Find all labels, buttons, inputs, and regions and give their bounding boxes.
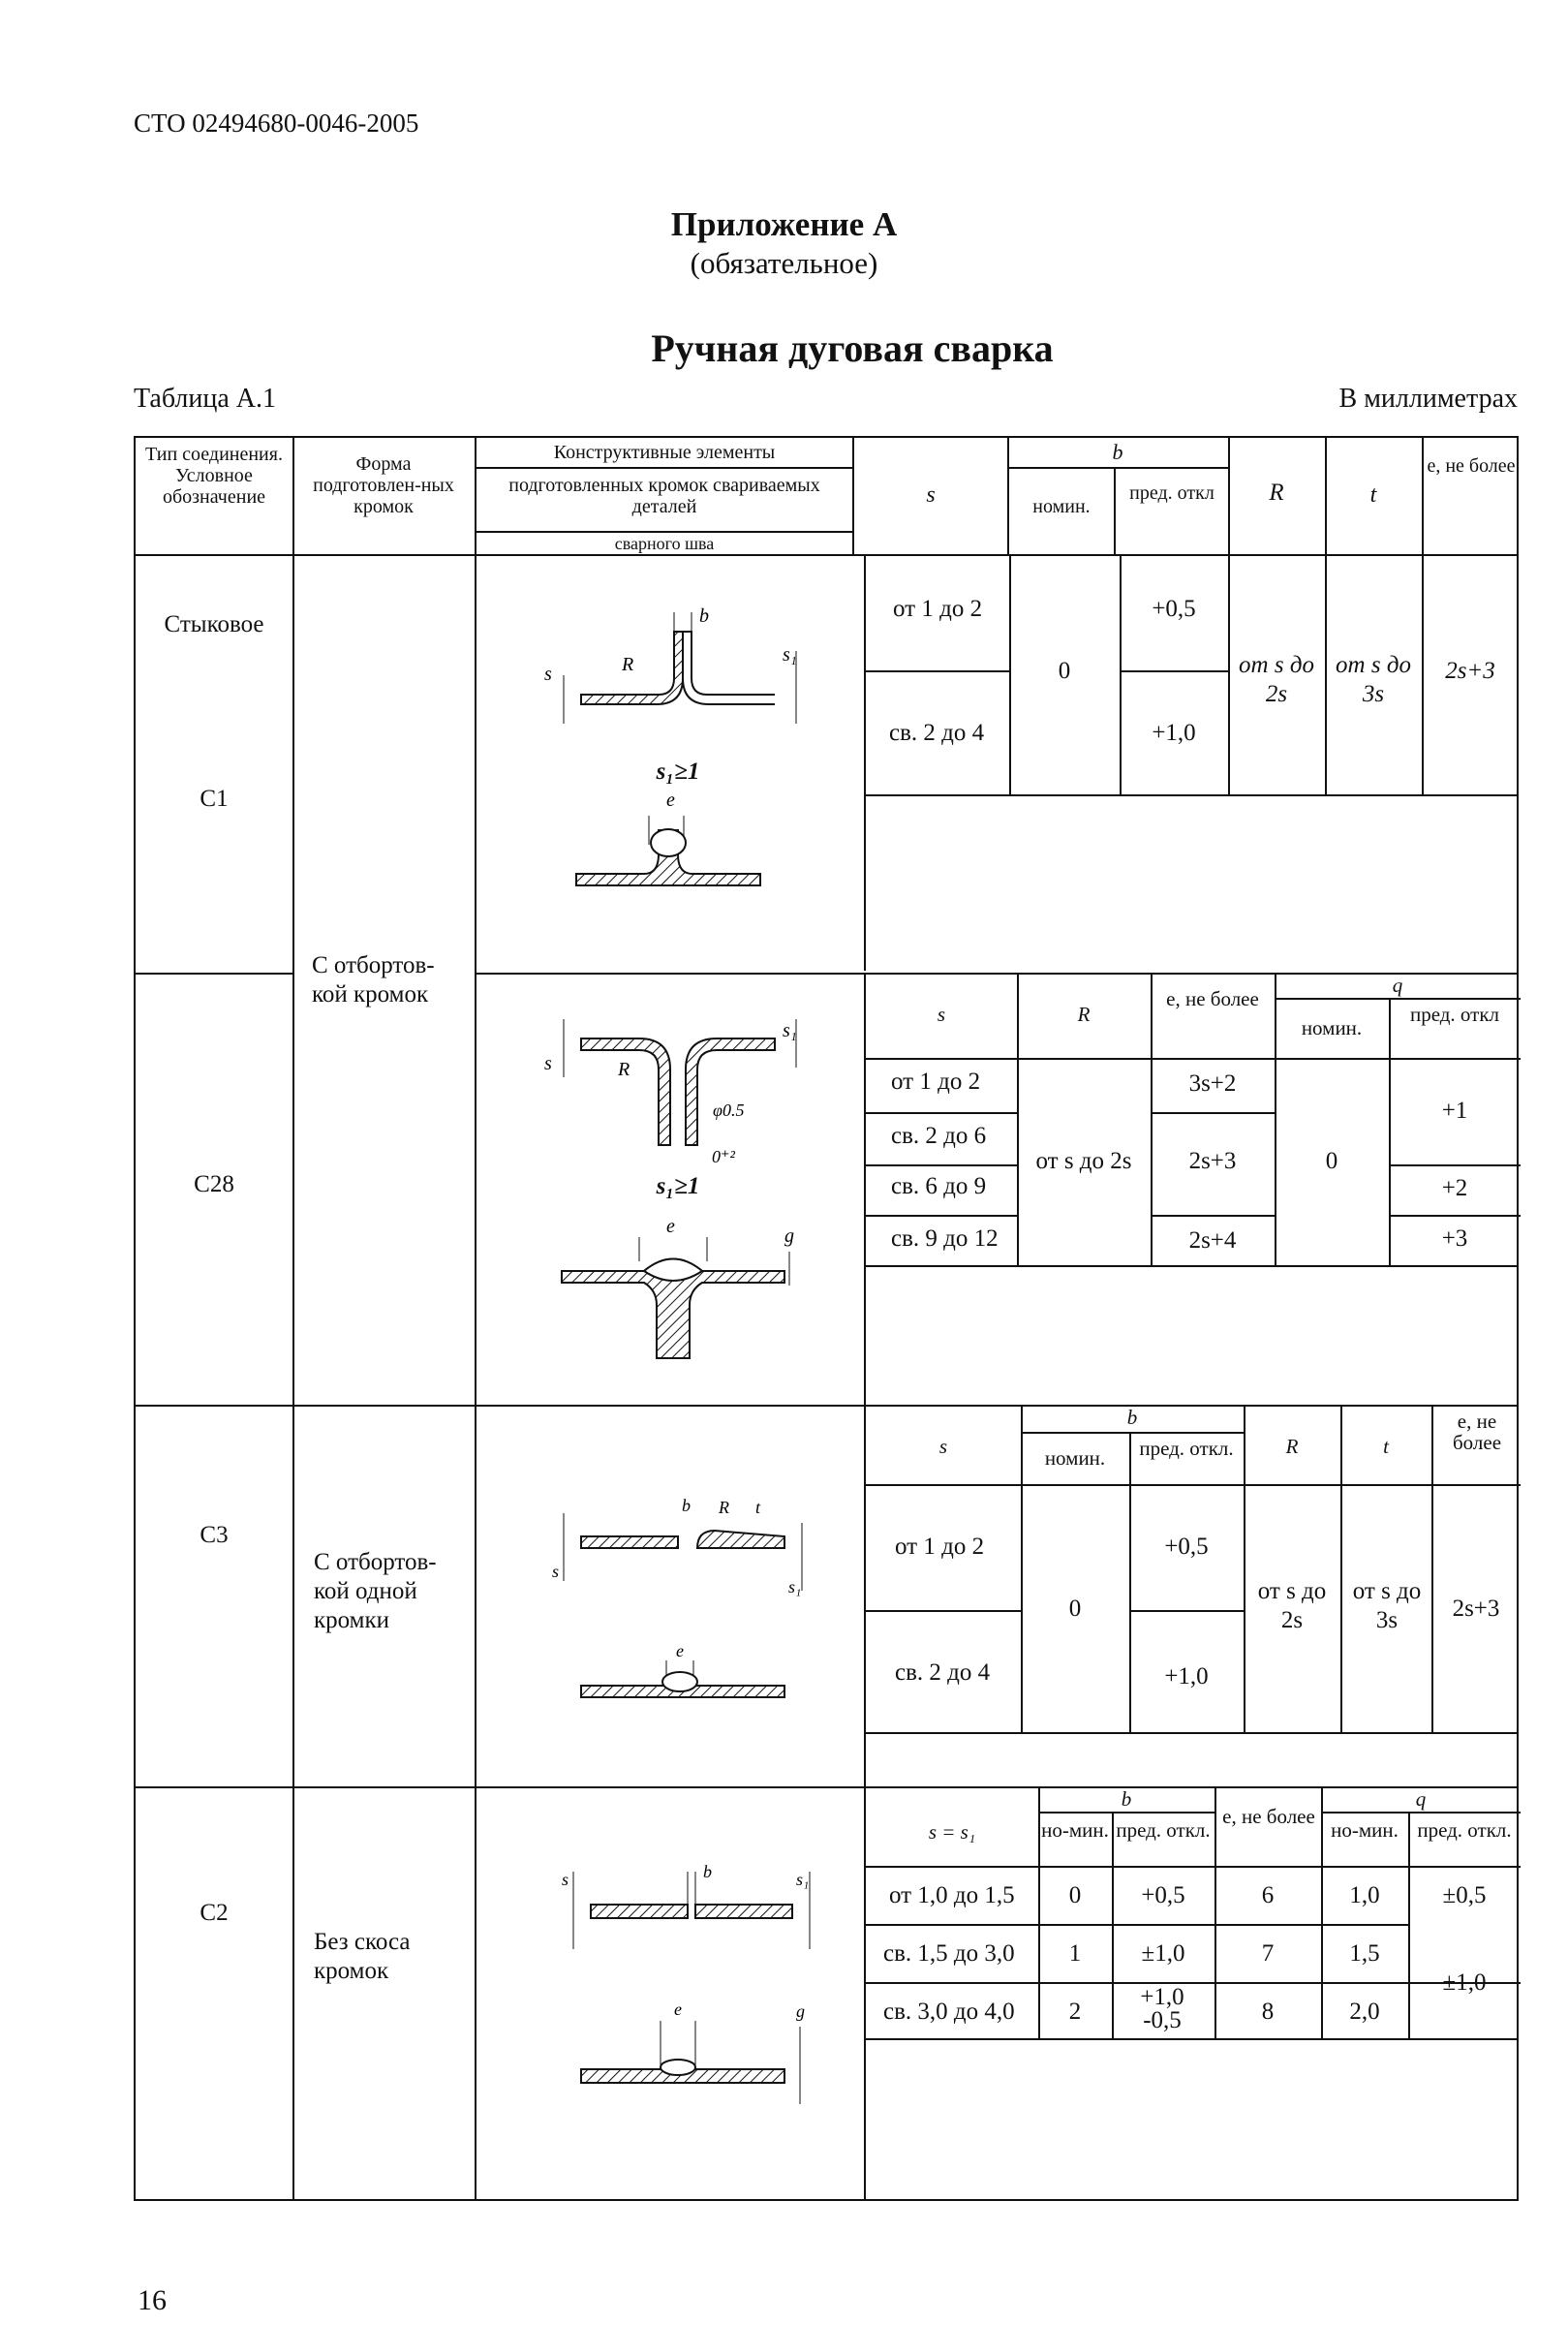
c2-q-dev-1: ±0,5 xyxy=(1442,1882,1487,1908)
c2-h-e: e, не более xyxy=(1222,1805,1315,1828)
c2-q-dev-2: ±1,0 xyxy=(1442,1969,1487,1996)
c2-b-3: 2 xyxy=(1068,1999,1082,2025)
c1-s1-label: s₁≥1 xyxy=(656,759,700,785)
c2-weld-drawing xyxy=(571,1998,823,2114)
header-e: e, не более xyxy=(1427,455,1516,477)
c3-b-dev-2: +1,0 xyxy=(1164,1663,1209,1690)
c2-h-s: s = s₁ xyxy=(928,1820,976,1844)
c28-h-R: R xyxy=(1077,1003,1091,1026)
header-form: Форма подготовлен-ных кромок xyxy=(313,453,454,517)
svg-text:R: R xyxy=(719,1498,729,1517)
table-number: Таблица А.1 xyxy=(134,384,276,414)
svg-text:b: b xyxy=(699,605,709,627)
c28-q-nom: 0 xyxy=(1325,1148,1338,1174)
c28-edge-prep-drawing xyxy=(542,1009,814,1174)
header-t: t xyxy=(1369,482,1377,508)
svg-text:s₁: s₁ xyxy=(796,1870,810,1889)
c2-h-b-nom: но-мин. xyxy=(1041,1818,1109,1842)
c2-h-q-nom: но-мин. xyxy=(1331,1818,1399,1842)
col-divider xyxy=(292,438,294,2201)
header-b: b xyxy=(1112,440,1123,464)
c28-h-q-dev: пред. откл xyxy=(1409,1003,1500,1026)
c28-weld-drawing xyxy=(542,1213,814,1368)
c3-h-e: e, не более xyxy=(1452,1410,1502,1454)
c2-q-2: 1,5 xyxy=(1349,1940,1380,1967)
r4-code: C2 xyxy=(200,1900,229,1926)
c28-e-3: 2s+4 xyxy=(1188,1227,1237,1254)
c28-q-dev-1: +1 xyxy=(1441,1098,1468,1124)
svg-text:s: s xyxy=(552,1562,560,1581)
c3-h-b-nom: номин. xyxy=(1044,1446,1106,1470)
r1-form: С отбортов-кой кромок xyxy=(312,952,435,1008)
units-note: В миллиметрах xyxy=(1338,384,1518,414)
c2-h-b-dev: пред. откл. xyxy=(1116,1818,1211,1842)
svg-text:R: R xyxy=(618,1059,630,1080)
c3-h-R: R xyxy=(1285,1435,1299,1458)
c2-edge-prep-drawing xyxy=(562,1852,823,1959)
c2-b-dev-1: +0,5 xyxy=(1141,1882,1185,1908)
svg-text:s₁: s₁ xyxy=(783,1020,797,1041)
c28-q-dev-3: +3 xyxy=(1441,1225,1468,1252)
c3-h-t: t xyxy=(1383,1435,1389,1458)
header-b-nom: номин. xyxy=(1032,496,1091,517)
header-seam: сварного шва xyxy=(614,534,715,553)
svg-text:b: b xyxy=(703,1862,712,1881)
c28-q-dev-2: +2 xyxy=(1441,1175,1468,1201)
svg-text:e: e xyxy=(666,1216,675,1237)
appendix-subtitle: (обязательное) xyxy=(690,246,878,280)
c3-b-dev-1: +0,5 xyxy=(1164,1534,1209,1560)
c3-b-nom: 0 xyxy=(1068,1596,1082,1622)
c1-weld-drawing xyxy=(562,787,775,903)
c2-s-range-3: св. 3,0 до 4,0 xyxy=(883,1999,1015,2025)
document-code: СТО 02494680-0046-2005 xyxy=(134,108,419,138)
svg-text:s₁: s₁ xyxy=(788,1577,802,1596)
c2-e-3: 8 xyxy=(1261,1999,1275,2025)
c3-R: от s до 2s xyxy=(1257,1578,1327,1633)
c1-R: от s до 2s xyxy=(1239,652,1314,707)
c28-s-range-4: св. 9 до 12 xyxy=(891,1225,999,1252)
c3-h-b: b xyxy=(1126,1406,1138,1429)
c3-h-s: s xyxy=(938,1435,948,1458)
r2-code: C28 xyxy=(194,1171,234,1197)
c2-h-q: q xyxy=(1415,1787,1427,1811)
c28-h-q-nom: номин. xyxy=(1301,1016,1363,1039)
c28-s1-label: s₁≥1 xyxy=(656,1173,700,1199)
svg-text:φ0.5: φ0.5 xyxy=(713,1100,745,1120)
header-type: Тип соединения. Условное обозначение xyxy=(145,444,283,508)
header-s: s xyxy=(926,482,936,508)
page-title: Ручная дуговая сварка xyxy=(651,326,1054,370)
appendix-title: Приложение А xyxy=(670,205,898,243)
c28-e-2: 2s+3 xyxy=(1188,1148,1237,1174)
c2-h-q-dev: пред. откл. xyxy=(1417,1818,1512,1842)
c2-b-dev-3: +1,0 -0,5 xyxy=(1140,1984,1184,2033)
r3-form: С отбортов-кой одной кромки xyxy=(314,1549,437,1633)
svg-text:0⁺²: 0⁺² xyxy=(712,1147,735,1166)
svg-text:R: R xyxy=(622,654,634,675)
col-divider xyxy=(1114,467,1116,554)
c2-s-range-1: от 1,0 до 1,5 xyxy=(889,1882,1015,1908)
col-divider xyxy=(475,438,477,2201)
header-R: R xyxy=(1269,480,1284,506)
c1-edge-prep-drawing xyxy=(542,603,814,748)
c1-s-range-2: св. 2 до 4 xyxy=(889,720,985,746)
row-divider xyxy=(475,467,852,469)
svg-text:g: g xyxy=(784,1225,794,1247)
r3-code: C3 xyxy=(200,1522,229,1548)
c28-values-table xyxy=(864,973,1519,1267)
r1-type-name: Стыковое xyxy=(164,611,264,637)
c2-q-3: 2,0 xyxy=(1349,1999,1380,2025)
r1-code: C1 xyxy=(200,786,229,812)
svg-text:g: g xyxy=(796,2001,805,2021)
c28-h-q: q xyxy=(1392,974,1403,997)
svg-text:e: e xyxy=(666,790,675,811)
header-prep: подготовленных кромок свариваемых деталей xyxy=(508,475,820,517)
c1-b-dev-2: +1,0 xyxy=(1152,720,1196,746)
c3-weld-drawing xyxy=(571,1639,794,1717)
c2-b-1: 0 xyxy=(1068,1882,1082,1908)
svg-text:e: e xyxy=(674,2000,682,2019)
c1-s-range-1: от 1 до 2 xyxy=(893,596,983,622)
row-divider xyxy=(1007,467,1228,469)
c3-edge-prep-drawing xyxy=(552,1484,814,1600)
c1-values-table xyxy=(864,554,1519,796)
c3-values-table xyxy=(864,1405,1519,1734)
c3-h-b-dev: пред. откл. xyxy=(1139,1437,1234,1460)
header-elements: Конструктивные элементы xyxy=(553,442,776,463)
c28-s-range-1: от 1 до 2 xyxy=(891,1069,981,1095)
c28-h-s: s xyxy=(937,1003,946,1026)
c3-s-range-1: от 1 до 2 xyxy=(895,1534,985,1560)
header-b-dev: пред. откл xyxy=(1129,482,1214,504)
c2-s-range-2: св. 1,5 до 3,0 xyxy=(883,1940,1015,1967)
c28-e-1: 3s+2 xyxy=(1188,1070,1237,1097)
c2-values-table xyxy=(864,1786,1519,2040)
c1-b-dev-1: +0,5 xyxy=(1152,596,1196,622)
c1-b-nom: 0 xyxy=(1058,658,1071,684)
svg-text:e: e xyxy=(676,1641,684,1660)
c2-e-1: 6 xyxy=(1261,1882,1275,1908)
c1-t: от s до 3s xyxy=(1336,652,1411,707)
c28-s-range-2: св. 2 до 6 xyxy=(891,1123,987,1149)
c2-q-1: 1,0 xyxy=(1349,1882,1380,1908)
svg-text:b: b xyxy=(682,1496,691,1515)
c2-b-2: 1 xyxy=(1068,1940,1082,1967)
svg-text:s₁: s₁ xyxy=(783,644,797,666)
svg-text:t: t xyxy=(755,1498,761,1517)
c3-e: 2s+3 xyxy=(1452,1596,1500,1622)
page-number: 16 xyxy=(138,2284,167,2316)
c1-e: 2s+3 xyxy=(1445,658,1495,684)
svg-text:s: s xyxy=(544,664,552,685)
weld-table xyxy=(134,436,1519,2201)
c28-h-e: e, не более xyxy=(1166,987,1259,1010)
svg-text:s: s xyxy=(562,1870,569,1889)
c2-e-2: 7 xyxy=(1261,1940,1275,1967)
r4-form: Без скоса кромок xyxy=(314,1929,411,1984)
c3-s-range-2: св. 2 до 4 xyxy=(895,1659,991,1686)
c2-h-b: b xyxy=(1121,1787,1132,1811)
c3-t: от s до 3s xyxy=(1352,1578,1422,1633)
c28-s-range-3: св. 6 до 9 xyxy=(891,1173,987,1199)
c2-b-dev-2: ±1,0 xyxy=(1141,1940,1185,1967)
col-divider xyxy=(1422,438,1424,554)
c28-R: от s до 2s xyxy=(1035,1148,1132,1174)
svg-text:s: s xyxy=(544,1053,552,1074)
